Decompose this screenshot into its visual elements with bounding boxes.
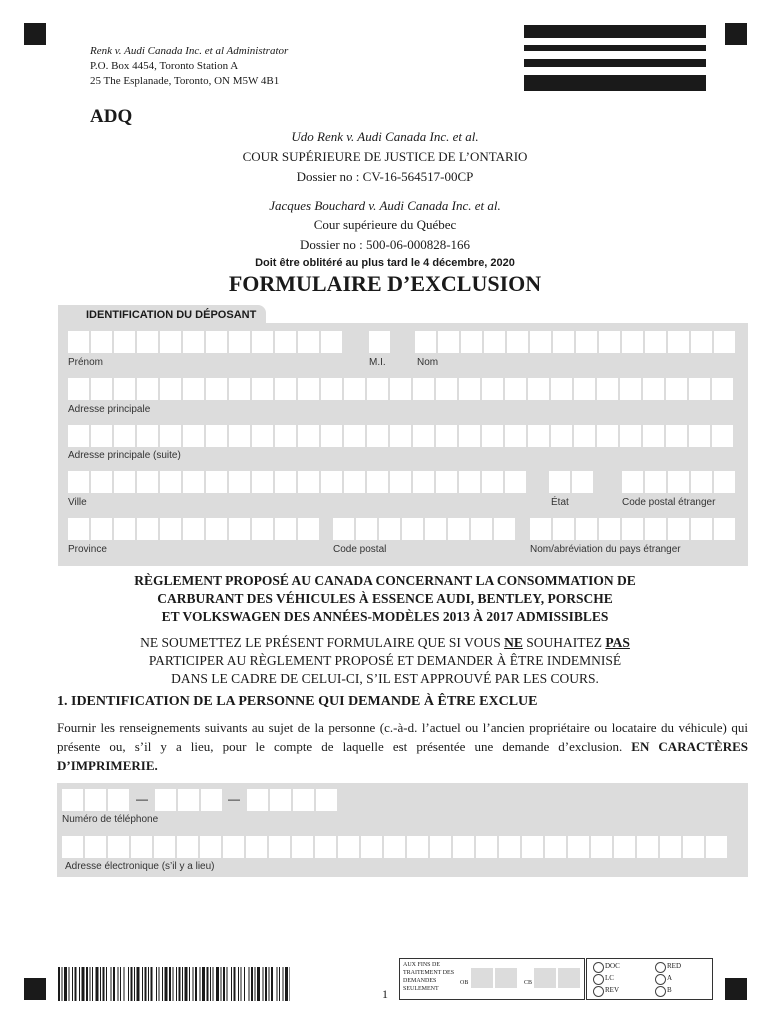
email-box[interactable]: [246, 836, 267, 858]
city-box[interactable]: [482, 471, 503, 493]
address2-box[interactable]: [206, 425, 227, 447]
registration-mark-bottom-left: [24, 978, 46, 1000]
phone-label: Numéro de téléphone: [62, 814, 159, 825]
last-name-box[interactable]: [484, 331, 505, 353]
address2-box[interactable]: [298, 425, 319, 447]
postal-code-box[interactable]: [333, 518, 354, 540]
foreign-postal-box[interactable]: [714, 471, 735, 493]
address-box[interactable]: [367, 378, 388, 400]
address2-box[interactable]: [413, 425, 434, 447]
phone-prefix-box[interactable]: [155, 789, 176, 811]
address-box[interactable]: [321, 378, 342, 400]
province-label: Province: [68, 544, 107, 555]
address-box[interactable]: [229, 378, 250, 400]
province-box[interactable]: [298, 518, 319, 540]
address-box[interactable]: [551, 378, 572, 400]
first-name-box[interactable]: [114, 331, 135, 353]
ob-box: [471, 968, 493, 988]
foreign-postal-label: Code postal étranger: [622, 497, 716, 508]
postal-code-label: Code postal: [333, 544, 387, 555]
address2-box[interactable]: [390, 425, 411, 447]
email-box[interactable]: [407, 836, 428, 858]
address-box[interactable]: [482, 378, 503, 400]
email-box[interactable]: [154, 836, 175, 858]
cb-box-2: [558, 968, 580, 988]
address-box[interactable]: [183, 378, 204, 400]
identification-section-title: IDENTIFICATION DU DÉPOSANT: [86, 309, 257, 321]
ontario-case-name: Udo Renk v. Audi Canada Inc. et al.: [291, 129, 479, 144]
registration-mark-top-right: [725, 23, 747, 45]
country-box[interactable]: [530, 518, 551, 540]
postal-code-box[interactable]: [448, 518, 469, 540]
email-box[interactable]: [131, 836, 152, 858]
foreign-postal-box[interactable]: [622, 471, 643, 493]
rev-circle: [593, 986, 604, 997]
city-box[interactable]: [367, 471, 388, 493]
doc-circle: [593, 962, 604, 973]
first-name-box[interactable]: [137, 331, 158, 353]
address2-box[interactable]: [275, 425, 296, 447]
ontario-file-number: Dossier no : CV-16-564517-00CP: [296, 169, 474, 184]
country-box[interactable]: [622, 518, 643, 540]
phone-line-box[interactable]: [316, 789, 337, 811]
country-box[interactable]: [553, 518, 574, 540]
return-address-line2: P.O. Box 4454, Toronto Station A: [90, 60, 239, 72]
page-number: 1: [382, 987, 388, 1001]
form-code: ADQ: [90, 106, 133, 127]
address-box[interactable]: [505, 378, 526, 400]
province-box[interactable]: [275, 518, 296, 540]
address2-box[interactable]: [666, 425, 687, 447]
postal-code-box[interactable]: [425, 518, 446, 540]
notice-line1-part-a: NE SOUMETTEZ LE PRÉSENT FORMULAIRE QUE SI VOUS: [140, 635, 505, 650]
province-box[interactable]: [252, 518, 273, 540]
address-box[interactable]: [459, 378, 480, 400]
email-box[interactable]: [522, 836, 543, 858]
address2-box[interactable]: [321, 425, 342, 447]
email-box[interactable]: [85, 836, 106, 858]
email-box[interactable]: [292, 836, 313, 858]
phone-separator-2: —: [228, 792, 240, 806]
email-box[interactable]: [637, 836, 658, 858]
address2-box[interactable]: [436, 425, 457, 447]
city-box[interactable]: [321, 471, 342, 493]
email-label: Adresse électronique (s’il y a lieu): [65, 861, 215, 872]
city-box[interactable]: [252, 471, 273, 493]
postal-code-box[interactable]: [379, 518, 400, 540]
postmark-deadline: Doit être oblitéré au plus tard le 4 décembre, 2020: [255, 257, 515, 269]
address2-box[interactable]: [344, 425, 365, 447]
address2-box[interactable]: [160, 425, 181, 447]
province-box[interactable]: [229, 518, 250, 540]
first-name-box[interactable]: [206, 331, 227, 353]
ob-box-2: [495, 968, 517, 988]
email-box[interactable]: [62, 836, 83, 858]
email-box[interactable]: [338, 836, 359, 858]
first-name-box[interactable]: [183, 331, 204, 353]
settlement-heading: [0, 572, 770, 626]
email-box[interactable]: [683, 836, 704, 858]
city-box[interactable]: [229, 471, 250, 493]
email-box[interactable]: [706, 836, 727, 858]
address-box[interactable]: [206, 378, 227, 400]
address2-box[interactable]: [367, 425, 388, 447]
office-use-label: AUX FINS DE TRAITEMENT DES DEMANDES SEULEMENT: [403, 962, 455, 992]
last-name-box[interactable]: [691, 331, 712, 353]
city-box[interactable]: [505, 471, 526, 493]
last-name-box[interactable]: [530, 331, 551, 353]
first-name-box[interactable]: [229, 331, 250, 353]
address-box[interactable]: [298, 378, 319, 400]
last-name-box[interactable]: [599, 331, 620, 353]
address2-box[interactable]: [574, 425, 595, 447]
address-box[interactable]: [436, 378, 457, 400]
address2-label: Adresse principale (suite): [68, 450, 181, 461]
red-label: RED: [667, 962, 681, 970]
settlement-heading-line1: RÈGLEMENT PROPOSÉ AU CANADA CONCERNANT LA CONSOMMATION DE: [134, 573, 636, 588]
address-box[interactable]: [712, 378, 733, 400]
city-label: Ville: [68, 497, 87, 508]
postal-code-box[interactable]: [356, 518, 377, 540]
quebec-court: Cour supérieure du Québec: [313, 217, 457, 232]
lc-label: LC: [605, 974, 614, 982]
address2-box[interactable]: [597, 425, 618, 447]
red-circle: [655, 962, 666, 973]
section1-instructions-text: Fournir les renseignements suivants au sujet de la personne (c.-à-d. l’actuel ou l’ancien propriétaire ou locataire du véhicule) qui présente ou, s’il y a lieu, pour le compte de laquelle est présentée une demande d’exclusion.: [57, 720, 748, 754]
office-use-box: [399, 958, 585, 1000]
middle-initial-label: M.I.: [369, 357, 386, 368]
address-box[interactable]: [68, 378, 89, 400]
postal-code-box[interactable]: [402, 518, 423, 540]
section1-title: 1. IDENTIFICATION DE LA PERSONNE QUI DEMANDE À ÊTRE EXCLUE: [57, 694, 538, 709]
email-box[interactable]: [614, 836, 635, 858]
address-box[interactable]: [275, 378, 296, 400]
address2-box[interactable]: [137, 425, 158, 447]
cb-box: [534, 968, 556, 988]
last-name-box[interactable]: [461, 331, 482, 353]
last-name-box[interactable]: [668, 331, 689, 353]
phone-prefix-box[interactable]: [178, 789, 199, 811]
return-address-line3: 25 The Esplanade, Toronto, ON M5W 4B1: [90, 75, 280, 87]
city-box[interactable]: [459, 471, 480, 493]
city-box[interactable]: [160, 471, 181, 493]
state-box[interactable]: [549, 471, 570, 493]
state-box[interactable]: [572, 471, 593, 493]
province-box[interactable]: [68, 518, 89, 540]
address2-box[interactable]: [459, 425, 480, 447]
address-box[interactable]: [597, 378, 618, 400]
country-box[interactable]: [668, 518, 689, 540]
notice-line2: PARTICIPER AU RÈGLEMENT PROPOSÉ ET DEMANDER À ÊTRE INDEMNISÉ: [148, 653, 622, 668]
province-box[interactable]: [206, 518, 227, 540]
email-box[interactable]: [476, 836, 497, 858]
foreign-postal-box[interactable]: [645, 471, 666, 493]
email-box[interactable]: [361, 836, 382, 858]
address2-box[interactable]: [91, 425, 112, 447]
email-box[interactable]: [591, 836, 612, 858]
email-box[interactable]: [660, 836, 681, 858]
notice-ne: NE: [504, 635, 523, 650]
last-name-box[interactable]: [576, 331, 597, 353]
city-box[interactable]: [114, 471, 135, 493]
b-circle: [655, 986, 666, 997]
identification-section-header: [58, 305, 266, 324]
city-box[interactable]: [91, 471, 112, 493]
a-label: A: [667, 974, 673, 982]
address2-box[interactable]: [505, 425, 526, 447]
notice-line1: [0, 634, 770, 652]
address-box[interactable]: [643, 378, 664, 400]
phone-line-box[interactable]: [293, 789, 314, 811]
middle-initial-box[interactable]: [369, 331, 390, 353]
address-box[interactable]: [574, 378, 595, 400]
country-box[interactable]: [599, 518, 620, 540]
province-box[interactable]: [183, 518, 204, 540]
email-box[interactable]: [568, 836, 589, 858]
first-name-box[interactable]: [91, 331, 112, 353]
phone-separator-1: —: [136, 792, 148, 806]
first-name-box[interactable]: [275, 331, 296, 353]
address-box[interactable]: [114, 378, 135, 400]
address-box[interactable]: [252, 378, 273, 400]
submission-notice: [0, 634, 770, 688]
address-box[interactable]: [620, 378, 641, 400]
email-box[interactable]: [499, 836, 520, 858]
notice-pas: PAS: [605, 635, 630, 650]
address2-box[interactable]: [114, 425, 135, 447]
phone-area-box[interactable]: [108, 789, 129, 811]
last-name-label: Nom: [417, 357, 439, 368]
return-address-line1: Renk v. Audi Canada Inc. et al Administrator: [90, 45, 289, 57]
address2-box[interactable]: [643, 425, 664, 447]
b-label: B: [667, 986, 672, 994]
email-box[interactable]: [430, 836, 451, 858]
city-box[interactable]: [298, 471, 319, 493]
notice-line1-part-b: SOUHAITEZ: [522, 635, 606, 650]
address-box[interactable]: [689, 378, 710, 400]
province-box[interactable]: [160, 518, 181, 540]
city-box[interactable]: [344, 471, 365, 493]
email-box[interactable]: [384, 836, 405, 858]
foreign-postal-box[interactable]: [691, 471, 712, 493]
email-box[interactable]: [200, 836, 221, 858]
cb-label: CB: [524, 980, 533, 986]
address-box[interactable]: [413, 378, 434, 400]
last-name-box[interactable]: [553, 331, 574, 353]
section1-instructions: [57, 718, 748, 775]
email-box[interactable]: [223, 836, 244, 858]
address-box[interactable]: [91, 378, 112, 400]
address2-box[interactable]: [482, 425, 503, 447]
form-title: FORMULAIRE D’EXCLUSION: [228, 271, 542, 296]
last-name-box[interactable]: [415, 331, 436, 353]
city-box[interactable]: [183, 471, 204, 493]
last-name-box[interactable]: [507, 331, 528, 353]
phone-prefix-box[interactable]: [201, 789, 222, 811]
address-box[interactable]: [390, 378, 411, 400]
phone-area-box[interactable]: [62, 789, 83, 811]
city-box[interactable]: [68, 471, 89, 493]
address-box[interactable]: [344, 378, 365, 400]
registration-mark-bottom-right: [725, 978, 747, 1000]
ob-label: OB: [460, 980, 469, 986]
province-box[interactable]: [114, 518, 135, 540]
address-box[interactable]: [528, 378, 549, 400]
lc-circle: [593, 974, 604, 985]
return-address: [90, 44, 288, 89]
rev-label: REV: [605, 986, 619, 994]
phone-line-box[interactable]: [270, 789, 291, 811]
email-box[interactable]: [108, 836, 129, 858]
country-box[interactable]: [691, 518, 712, 540]
doc-label: DOC: [605, 962, 620, 970]
city-box[interactable]: [137, 471, 158, 493]
last-name-box[interactable]: [645, 331, 666, 353]
address2-box[interactable]: [551, 425, 572, 447]
first-name-box[interactable]: [298, 331, 319, 353]
last-name-box[interactable]: [438, 331, 459, 353]
city-box[interactable]: [275, 471, 296, 493]
state-label: État: [551, 497, 569, 508]
phone-line-box[interactable]: [247, 789, 268, 811]
section1-instructions-bold: EN CARACTÈRES D’IMPRIMERIE.: [57, 739, 748, 773]
quebec-file-number: Dossier no : 500-06-000828-166: [299, 237, 471, 252]
barcode: [58, 967, 290, 1001]
address-box[interactable]: [666, 378, 687, 400]
last-name-box[interactable]: [622, 331, 643, 353]
phone-area-box[interactable]: [85, 789, 106, 811]
address2-box[interactable]: [528, 425, 549, 447]
postal-code-box[interactable]: [471, 518, 492, 540]
quebec-case-name: Jacques Bouchard v. Audi Canada Inc. et al.: [269, 198, 501, 213]
address-box[interactable]: [137, 378, 158, 400]
notice-line3: DANS LE CADRE DE CELUI-CI, S’IL EST APPROUVÉ PAR LES COURS.: [171, 671, 599, 686]
a-circle: [655, 974, 666, 985]
postal-code-box[interactable]: [494, 518, 515, 540]
address2-box[interactable]: [620, 425, 641, 447]
email-box[interactable]: [177, 836, 198, 858]
address2-box[interactable]: [689, 425, 710, 447]
settlement-heading-line2: CARBURANT DES VÉHICULES À ESSENCE AUDI, BENTLEY, PORSCHE: [157, 591, 613, 606]
registration-mark-top-left: [24, 23, 46, 45]
country-box[interactable]: [576, 518, 597, 540]
country-label: Nom/abréviation du pays étranger: [530, 544, 681, 555]
city-box[interactable]: [206, 471, 227, 493]
email-box[interactable]: [269, 836, 290, 858]
country-box[interactable]: [645, 518, 666, 540]
city-box[interactable]: [390, 471, 411, 493]
address2-box[interactable]: [183, 425, 204, 447]
first-name-box[interactable]: [160, 331, 181, 353]
address2-box[interactable]: [252, 425, 273, 447]
ontario-court: COUR SUPÉRIEURE DE JUSTICE DE L’ONTARIO: [242, 149, 528, 164]
province-box[interactable]: [91, 518, 112, 540]
email-box[interactable]: [315, 836, 336, 858]
last-name-box[interactable]: [714, 331, 735, 353]
first-name-label: Prénom: [68, 357, 104, 368]
foreign-postal-box[interactable]: [668, 471, 689, 493]
email-box[interactable]: [545, 836, 566, 858]
address2-box[interactable]: [712, 425, 733, 447]
review-box: [586, 958, 713, 1000]
first-name-box[interactable]: [321, 331, 342, 353]
province-box[interactable]: [137, 518, 158, 540]
first-name-box[interactable]: [252, 331, 273, 353]
city-box[interactable]: [413, 471, 434, 493]
address2-box[interactable]: [68, 425, 89, 447]
address-box[interactable]: [160, 378, 181, 400]
address2-box[interactable]: [229, 425, 250, 447]
first-name-box[interactable]: [68, 331, 89, 353]
country-box[interactable]: [714, 518, 735, 540]
address-label: Adresse principale: [68, 404, 151, 415]
settlement-heading-line3: ET VOLKSWAGEN DES ANNÉES-MODÈLES 2013 À 2017 ADMISSIBLES: [161, 609, 609, 624]
city-box[interactable]: [436, 471, 457, 493]
email-box[interactable]: [453, 836, 474, 858]
